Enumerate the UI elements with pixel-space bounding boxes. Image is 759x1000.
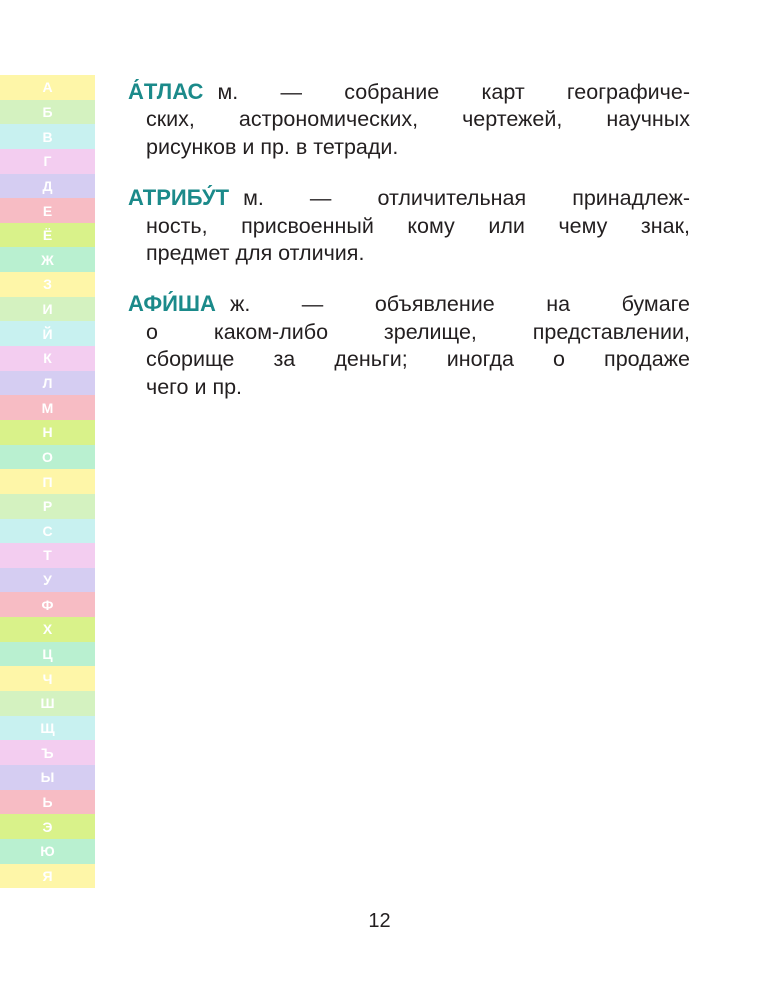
alphabet-letter[interactable]: Я	[0, 864, 95, 889]
alphabet-letter[interactable]: У	[0, 568, 95, 593]
entry-line	[128, 374, 690, 401]
alphabet-letter[interactable]: М	[0, 395, 95, 420]
alphabet-letter[interactable]: Л	[0, 371, 95, 396]
alphabet-letter[interactable]: К	[0, 346, 95, 371]
alphabet-letter[interactable]: Х	[0, 617, 95, 642]
alphabet-letter[interactable]: П	[0, 469, 95, 494]
entry-definition-text: м. — собрание карт географиче-	[217, 80, 690, 104]
alphabet-letter[interactable]: Щ	[0, 716, 95, 741]
entry-definition-text: о каком-либо зрелище, представлении,	[146, 319, 690, 344]
alphabet-letter[interactable]: В	[0, 124, 95, 149]
entry-line	[128, 290, 690, 318]
alphabet-letter[interactable]: Ц	[0, 642, 95, 667]
entry-definition-text: ность, присвоенный кому или чему знак,	[146, 213, 690, 238]
alphabet-letter[interactable]: Д	[0, 174, 95, 199]
alphabet-letter[interactable]: Ь	[0, 790, 95, 815]
entry-line	[128, 213, 690, 240]
alphabet-letter[interactable]: Й	[0, 321, 95, 346]
entry-headword: АТРИБУ́Т	[128, 185, 230, 211]
alphabet-letter[interactable]: Р	[0, 494, 95, 519]
alphabet-letter[interactable]: Н	[0, 420, 95, 445]
alphabet-letter[interactable]: Ж	[0, 247, 95, 272]
dictionary-entries	[128, 78, 690, 424]
entry-headword: А́ТЛАС	[128, 79, 204, 104]
alphabet-letter[interactable]: Е	[0, 198, 95, 223]
entry-line	[128, 78, 690, 106]
dictionary-entry	[128, 290, 690, 401]
alphabet-letter[interactable]: Ч	[0, 666, 95, 691]
alphabet-letter[interactable]: Б	[0, 100, 95, 125]
entry-line	[128, 134, 690, 161]
entry-definition-text: ских, астрономических, чертежей, научных	[146, 107, 690, 132]
alphabet-letter[interactable]: Ы	[0, 765, 95, 790]
alphabet-letter[interactable]: А	[0, 75, 95, 100]
entry-headword: АФИ́ША	[128, 291, 216, 317]
entry-definition-text: м. — отличительная принадлеж-	[243, 186, 690, 211]
alphabet-letter[interactable]: Э	[0, 814, 95, 839]
alphabet-letter[interactable]: С	[0, 519, 95, 544]
alphabet-index	[0, 75, 95, 888]
alphabet-letter[interactable]: Ю	[0, 839, 95, 864]
entry-line	[128, 184, 690, 212]
alphabet-letter[interactable]: И	[0, 297, 95, 322]
entry-line	[128, 240, 690, 267]
entry-definition-text: ж. — объявление на бумаге	[229, 292, 690, 317]
alphabet-letter[interactable]: З	[0, 272, 95, 297]
alphabet-letter[interactable]: Т	[0, 543, 95, 568]
entry-definition-text: чего и пр.	[146, 374, 243, 399]
alphabet-letter[interactable]: Ъ	[0, 740, 95, 765]
alphabet-letter[interactable]: Г	[0, 149, 95, 174]
alphabet-letter[interactable]: Ш	[0, 691, 95, 716]
dictionary-entry	[128, 78, 690, 161]
alphabet-letter[interactable]: Ф	[0, 592, 95, 617]
page-number: 12	[368, 910, 391, 932]
entry-line	[128, 319, 690, 346]
entry-definition-text: сборище за деньги; иногда о продаже	[146, 347, 690, 372]
alphabet-letter[interactable]: О	[0, 445, 95, 470]
entry-definition-text: рисунков и пр. в тетради.	[146, 134, 399, 159]
dictionary-entry	[128, 184, 690, 267]
entry-definition-text: предмет для отличия.	[146, 241, 365, 266]
entry-line	[128, 106, 690, 133]
entry-line	[128, 346, 690, 373]
alphabet-letter[interactable]: Ё	[0, 223, 95, 248]
